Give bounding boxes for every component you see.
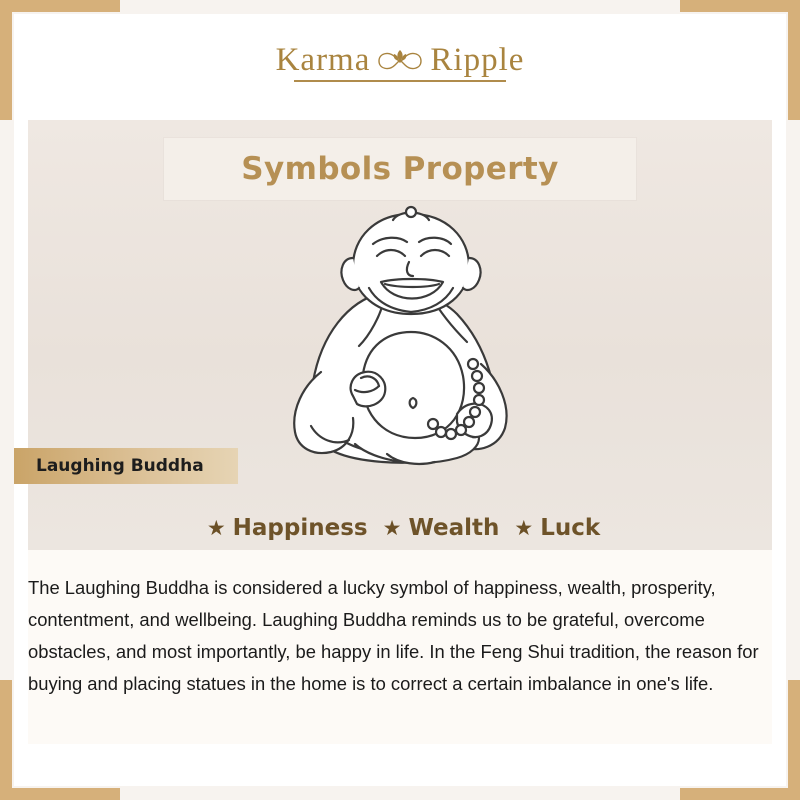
- attribute-luck: Luck: [540, 515, 601, 541]
- bottom-accent-gap: [120, 774, 680, 786]
- title-ribbon: [164, 138, 636, 200]
- brand-logo: [0, 42, 800, 82]
- page-title: Symbols Property: [241, 151, 559, 187]
- laughing-buddha-illustration: [0, 196, 800, 491]
- brand-name-right: Ripple: [430, 42, 525, 78]
- brand-name-left: Karma: [275, 42, 371, 78]
- star-icon: ★: [382, 516, 402, 540]
- lotus-infinity-icon: [376, 44, 424, 78]
- symbol-name: Laughing Buddha: [36, 456, 204, 476]
- attributes-row: [0, 515, 800, 541]
- symbol-name-tag: [14, 448, 238, 484]
- star-icon: ★: [514, 516, 534, 540]
- attribute-wealth: Wealth: [408, 515, 500, 541]
- brand-underline: [294, 80, 506, 82]
- attribute-happiness: Happiness: [232, 515, 368, 541]
- description-text: The Laughing Buddha is considered a lucky symbol of happiness, wealth, prosperity, contentment, and wellbeing. Laughing Buddha reminds us to be grateful, overcome obstacles, and most importantly, be happy in life. In the Feng Shui tradition, the reason for buying and placing statues in the home is to correct a certain imbalance in one's life.: [28, 577, 759, 695]
- star-icon: ★: [206, 516, 226, 540]
